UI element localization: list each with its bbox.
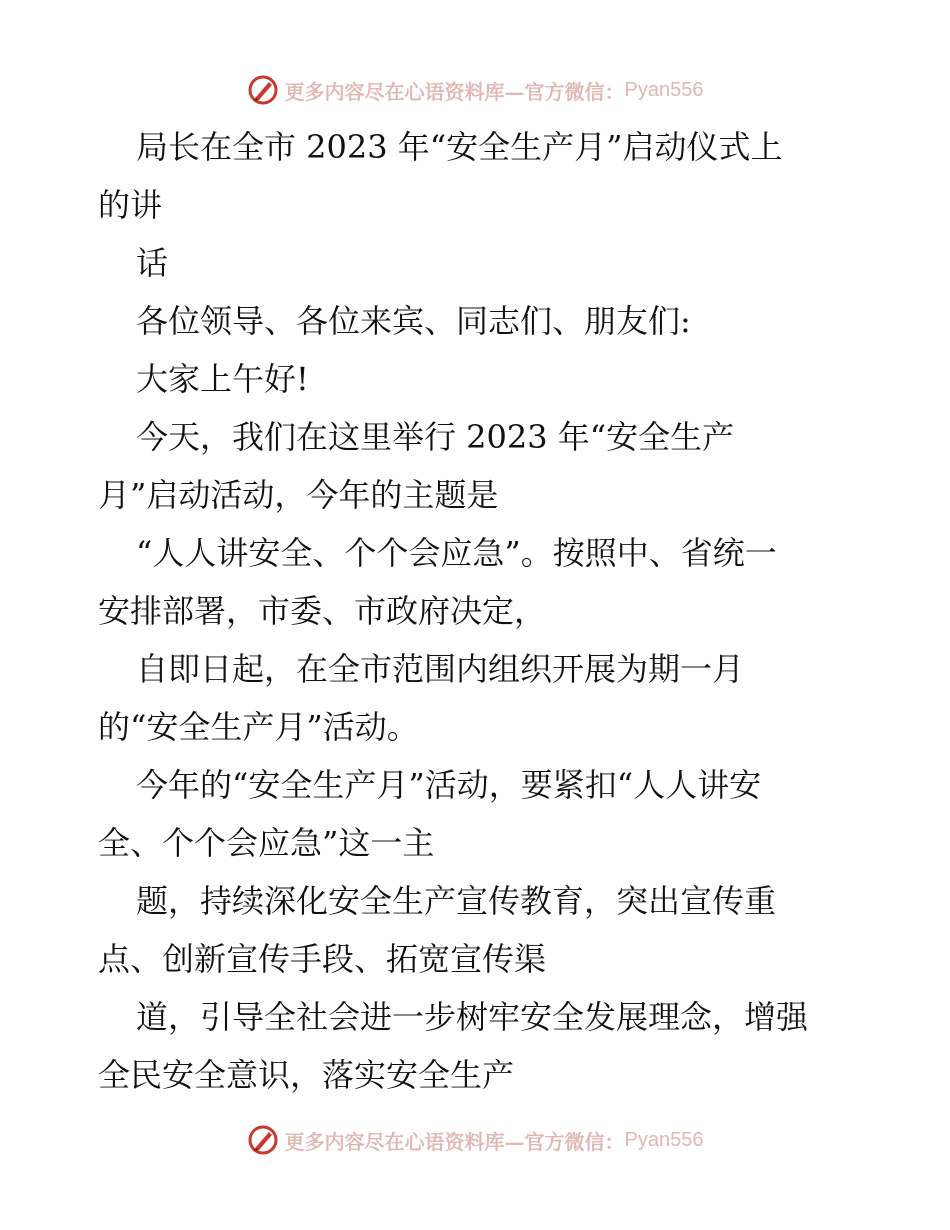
text-line: 今天，我们在这里举行 2023 年“安全生产 — [136, 418, 735, 456]
pen-logo-icon — [247, 1124, 279, 1156]
text-line: 各位领导、各位来宾、同志们、朋友们: — [136, 302, 691, 340]
text-line: 大家上午好! — [136, 360, 309, 398]
text-line: 的“安全生产月”活动。 — [98, 708, 419, 746]
footer-watermark — [0, 1120, 950, 1160]
watermark-text: 更多内容尽在心语资料库—官方微信： — [284, 1129, 625, 1154]
text-line: 点、创新宣传手段、拓宽宣传渠 — [98, 940, 547, 978]
watermark-text: 更多内容尽在心语资料库—官方微信： — [284, 79, 625, 104]
text-line: “人人讲安全、个个会应急”。按照中、省统一 — [136, 534, 777, 572]
text-line: 安排部署，市委、市政府决定， — [98, 592, 547, 630]
pen-logo-icon — [247, 74, 279, 106]
text-line: 今年的“安全生产月”活动，要紧扣“人人讲安 — [136, 766, 762, 804]
text-line: 全、个个会应急”这一主 — [98, 824, 435, 862]
header-watermark — [0, 70, 950, 110]
text-line: 题，持续深化安全生产宣传教育，突出宣传重 — [136, 882, 777, 920]
text-line: 道，引导全社会进一步树牢安全发展理念，增强 — [136, 998, 809, 1036]
text-line: 局长在全市 2023 年“安全生产月”启动仪式上 — [136, 128, 783, 166]
text-line: 的讲 — [98, 186, 163, 224]
watermark-wechat-id: Pyan556 — [624, 78, 704, 101]
watermark-wechat-id: Pyan556 — [624, 1128, 704, 1151]
text-line: 全民安全意识，落实安全生产 — [98, 1056, 515, 1094]
text-line: 自即日起，在全市范围内组织开展为期一月 — [136, 650, 745, 688]
text-line: 月”启动活动，今年的主题是 — [98, 476, 499, 514]
text-line: 话 — [136, 244, 169, 282]
